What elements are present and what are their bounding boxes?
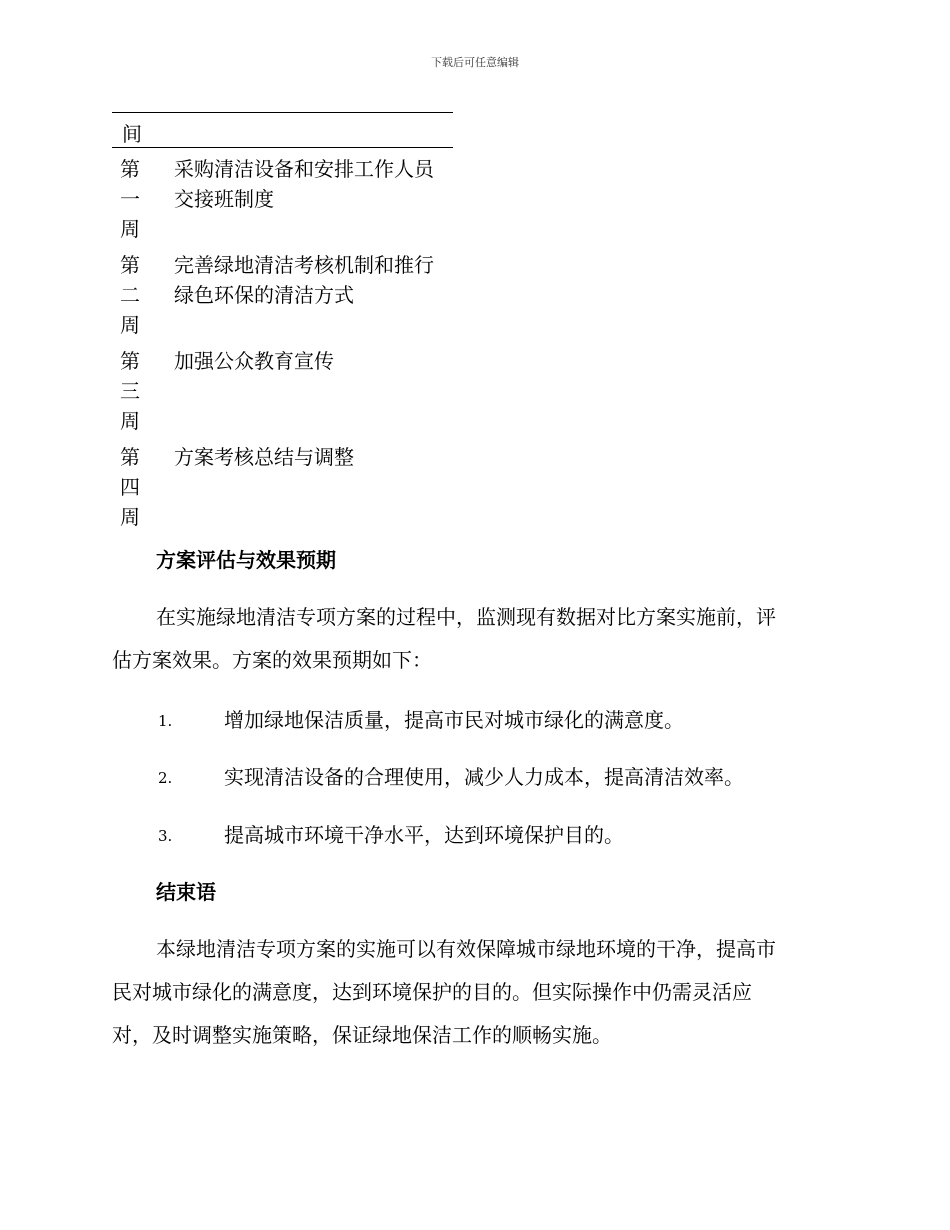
paragraph-line: 本绿地清洁专项方案的实施可以有效保障城市绿地环境的干净，提高市	[156, 937, 776, 961]
table-row	[112, 436, 453, 532]
week-char: 第	[120, 349, 140, 373]
conclusion-paragraph	[112, 928, 832, 1057]
paragraph-line: 在实施绿地清洁专项方案的过程中，监测现有数据对比方案实施前，评	[156, 605, 776, 629]
page-header: 下载后可任意编辑	[431, 56, 519, 69]
paragraph-line: 对，及时调整实施策略，保证绿地保洁工作的顺畅实施。	[112, 1023, 612, 1047]
list-number: 3.	[158, 827, 173, 845]
week-cell	[120, 250, 144, 340]
task-cell: 采购清洁设备和安排工作人员交接班制度	[174, 157, 434, 211]
table-row	[112, 244, 453, 340]
evaluation-paragraph	[112, 596, 832, 682]
week-char: 一	[120, 187, 140, 211]
week-char: 三	[120, 379, 140, 403]
header-cell-time: 间	[122, 122, 142, 146]
week-char: 周	[120, 409, 140, 433]
week-char: 第	[120, 157, 140, 181]
week-char: 第	[120, 445, 140, 469]
week-char: 周	[120, 217, 140, 241]
section-heading-conclusion: 结束语	[156, 880, 216, 904]
week-cell	[120, 346, 144, 436]
task-cell: 加强公众教育宣传	[174, 349, 334, 373]
table-header-row	[112, 113, 453, 147]
schedule-table	[112, 112, 453, 532]
list-item	[158, 705, 838, 735]
week-char: 二	[120, 283, 140, 307]
table-row	[112, 148, 453, 244]
week-char: 周	[120, 313, 140, 337]
week-char: 周	[120, 505, 140, 529]
list-text: 实现清洁设备的合理使用，减少人力成本，提高清洁效率。	[224, 765, 744, 789]
list-item	[158, 820, 838, 850]
list-text: 增加绿地保洁质量，提高市民对城市绿化的满意度。	[224, 708, 684, 732]
week-char: 四	[120, 475, 140, 499]
paragraph-line: 民对城市绿化的满意度，达到环境保护的目的。但实际操作中仍需灵活应	[112, 980, 752, 1004]
list-number: 1.	[158, 712, 173, 730]
section-heading-evaluation: 方案评估与效果预期	[156, 548, 336, 572]
list-item	[158, 762, 838, 792]
list-text: 提高城市环境干净水平，达到环境保护目的。	[224, 823, 624, 847]
table-row	[112, 340, 453, 436]
week-cell	[120, 154, 144, 244]
list-number: 2.	[158, 769, 173, 787]
week-char: 第	[120, 253, 140, 277]
task-cell: 方案考核总结与调整	[174, 445, 354, 469]
week-cell	[120, 442, 144, 532]
paragraph-line: 估方案效果。方案的效果预期如下：	[112, 648, 432, 672]
task-cell: 完善绿地清洁考核机制和推行绿色环保的清洁方式	[174, 253, 434, 307]
